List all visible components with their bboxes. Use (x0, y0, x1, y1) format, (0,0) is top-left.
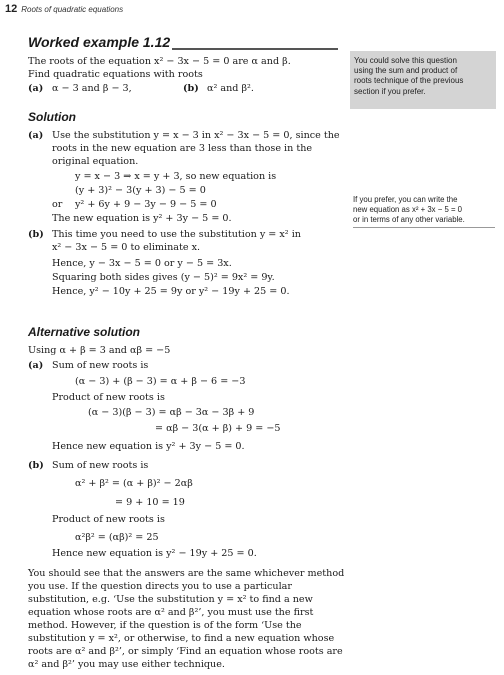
alternative-a-prod-2: = αβ − 3(α + β) + 9 = −5 (155, 423, 281, 434)
alternative-b-result: Hence new equation is y² − 19y + 25 = 0. (52, 548, 257, 559)
margin-note-variable (353, 195, 499, 228)
solution-heading: Solution (28, 110, 76, 124)
closing-line-4: equation whose roots are α² and β²’, you must use the first (28, 607, 314, 618)
closing-line-6: substitution y = x², or otherwise, to find a new equation whose (28, 633, 335, 644)
note-line: or in terms of any other variable. (353, 215, 465, 224)
part-a-text: α − 3 and β − 3, (52, 83, 132, 94)
alternative-b-prod-label: Product of new roots is (52, 514, 165, 525)
solution-b-line-2: x² − 3x − 5 = 0 to eliminate x. (52, 242, 201, 253)
alternative-a-prod-label: Product of new roots is (52, 392, 165, 403)
solution-b-math-3: Hence, y² − 10y + 25 = 9y or y² − 19y + 25 = 0. (52, 286, 290, 297)
solution-a-math-2: (y + 3)² − 3(y + 3) − 5 = 0 (75, 185, 206, 196)
closing-line-3: substitution, e.g. ‘Use the substitution y = x² to find a new (28, 594, 313, 605)
note-line: roots technique of the previous (354, 76, 464, 86)
page-number: 12 (5, 3, 18, 15)
solution-a-or: or (52, 199, 63, 210)
alternative-a-prod-1: (α − 3)(β − 3) = αβ − 3α − 3β + 9 (88, 407, 255, 418)
alternative-a-sum-label: Sum of new roots is (52, 360, 149, 371)
alternative-b-sum-2: = 9 + 10 = 19 (115, 497, 185, 508)
solution-a-math-3: y² + 6y + 9 − 3y − 9 − 5 = 0 (75, 199, 217, 210)
alternative-a-result: Hence new equation is y² + 3y − 5 = 0. (52, 441, 245, 452)
solution-a-math-1: y = x − 3 ⇒ x = y + 3, so new equation is (75, 171, 277, 182)
solution-a-line-1: Use the substitution y = x − 3 in x² − 3x − 5 = 0, since the (52, 130, 340, 141)
intro-line-1: The roots of the equation x² − 3x − 5 = 0 are α and β. (28, 56, 291, 67)
note-line: section if you prefer. (354, 86, 426, 96)
note-line: If you prefer, you can write the (353, 195, 458, 204)
part-a-label: (a) (28, 83, 44, 94)
running-header (5, 3, 123, 15)
title-rule (172, 48, 338, 50)
note-line: new equation as x² + 3x − 5 = 0 (353, 205, 463, 214)
solution-a-line-2: roots in the new equation are 3 less than those in the (52, 143, 313, 154)
note-rule (353, 227, 495, 228)
alternative-b-sum-label: Sum of new roots is (52, 460, 149, 471)
solution-b-math-2: Squaring both sides gives (y − 5)² = 9x² = 9y. (52, 272, 275, 283)
solution-a-line-3: original equation. (52, 156, 139, 167)
alternative-heading: Alternative solution (28, 325, 141, 339)
intro-line-2: Find quadratic equations with roots (28, 69, 203, 80)
part-b-label: (b) (183, 83, 199, 94)
closing-line-5: method. However, if the question is of the form ‘Use the (28, 620, 302, 631)
running-title: Roots of quadratic equations (21, 5, 124, 14)
alternative-b-prod: α²β² = (αβ)² = 25 (75, 532, 159, 543)
solution-a-label: (a) (28, 130, 44, 141)
closing-line-1: You should see that the answers are the same whichever method (28, 568, 345, 579)
part-b-text: α² and β². (207, 83, 254, 94)
alternative-b-label: (b) (28, 460, 44, 471)
solution-b-label: (b) (28, 229, 44, 240)
closing-line-2: you use. If the question directs you to use a particular (28, 581, 292, 592)
solution-a-result: The new equation is y² + 3y − 5 = 0. (52, 213, 232, 224)
alternative-a-sum: (α − 3) + (β − 3) = α + β − 6 = −3 (75, 376, 246, 387)
note-line: You could solve this question (354, 56, 457, 65)
alternative-using: Using α + β = 3 and αβ = −5 (28, 345, 171, 356)
solution-b-line-1: This time you need to use the substitution y = x² in (52, 229, 301, 240)
closing-line-7: roots are α² and β²’, or simply ‘Find an equation whose roots are (28, 646, 343, 657)
alternative-b-sum-1: α² + β² = (α + β)² − 2αβ (75, 478, 193, 489)
closing-line-8: α² and β²’ you may use either technique. (28, 659, 225, 670)
solution-b-math-1: Hence, y − 3x − 5 = 0 or y − 5 = 3x. (52, 258, 232, 269)
worked-example-title: Worked example 1.12 (28, 34, 171, 50)
alternative-a-label: (a) (28, 360, 44, 371)
note-line: using the sum and product of (354, 66, 458, 76)
margin-note-sum-product (350, 51, 496, 109)
